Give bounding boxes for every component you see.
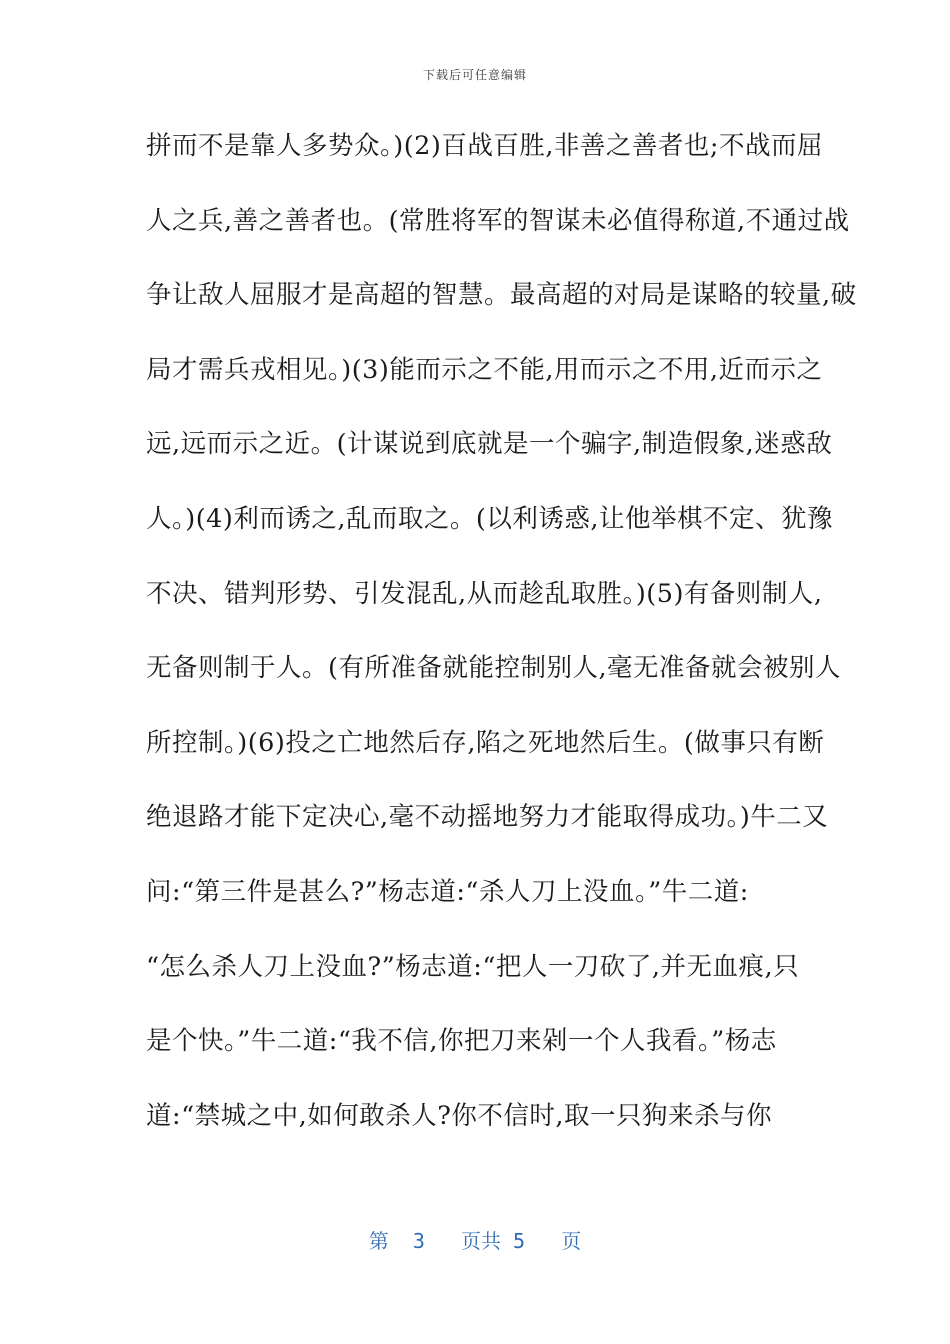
text-line: 道:“禁城之中,如何敢杀人?你不信时,取一只狗来杀与你 [146,1100,773,1131]
text-line: 不决、错判形势、引发混乱,从而趁乱取胜。)(5)有备则制人, [146,578,823,609]
text-line: 无备则制于人。(有所准备就能控制别人,毫无准备就会被别人 [146,653,842,684]
text-line: 是个快。”牛二道:“我不信,你把刀来剁一个人我看。”杨志 [146,1026,777,1057]
text-line: 人之兵,善之善者也。(常胜将军的智谋未必值得称道,不通过战 [146,205,850,236]
document-body [146,122,857,1166]
text-line: 人。)(4)利而诱之,乱而取之。(以利诱惑,让他举棋不定、犹豫 [146,503,833,534]
text-line: 争让敌人屈服才是高超的智慧。最高超的对局是谋略的较量,破 [146,280,857,311]
text-line: 问:“第三件是甚么?”杨志道:“杀人刀上没血。”牛二道: [146,876,749,907]
text-line: 局才需兵戎相见。)(3)能而示之不能,用而示之不用,近而示之 [146,354,823,385]
header-note: 下载后可任意编辑 [422,68,527,82]
text-line: “怎么杀人刀上没血?”杨志道:“把人一刀砍了,并无血痕,只 [146,951,800,982]
text-line: 所控制。)(6)投之亡地然后存,陷之死地然后生。(做事只有断 [146,727,825,758]
text-line: 远,远而示之近。(计谋说到底就是一个骗字,制造假象,迷惑敌 [146,429,833,460]
text-line: 绝退路才能下定决心,毫不动摇地努力才能取得成功。)牛二又 [146,802,829,833]
text-line: 拼而不是靠人多势众。)(2)百战百胜,非善之善者也;不战而屈 [146,131,824,161]
page-number-footer: 第 3 页共 5 页 [368,1229,582,1253]
